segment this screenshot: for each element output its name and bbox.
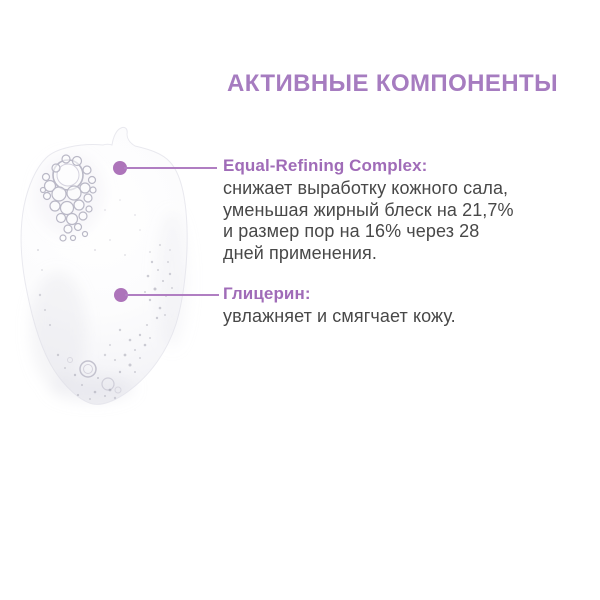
page-title: АКТИВНЫЕ КОМПОНЕНТЫ: [227, 70, 558, 97]
callout-line: [125, 294, 219, 296]
foam-bubble-cluster-icon: [41, 155, 97, 241]
component-description: увлажняет и смягчает кожу.: [223, 306, 456, 326]
callout-line: [124, 167, 217, 169]
component-block: [223, 156, 525, 264]
component-heading: Equal-Refining Complex:: [223, 156, 428, 175]
component-description: снижает выработку кожного сала, уменьшая жирный блеск на 21,7% и размер пор на 16% через 28 дней применения.: [223, 178, 514, 263]
component-block: [223, 284, 525, 328]
speckle-texture: [37, 199, 173, 400]
component-heading: Глицерин:: [223, 284, 311, 303]
bottom-bubbles-icon: [68, 358, 122, 394]
